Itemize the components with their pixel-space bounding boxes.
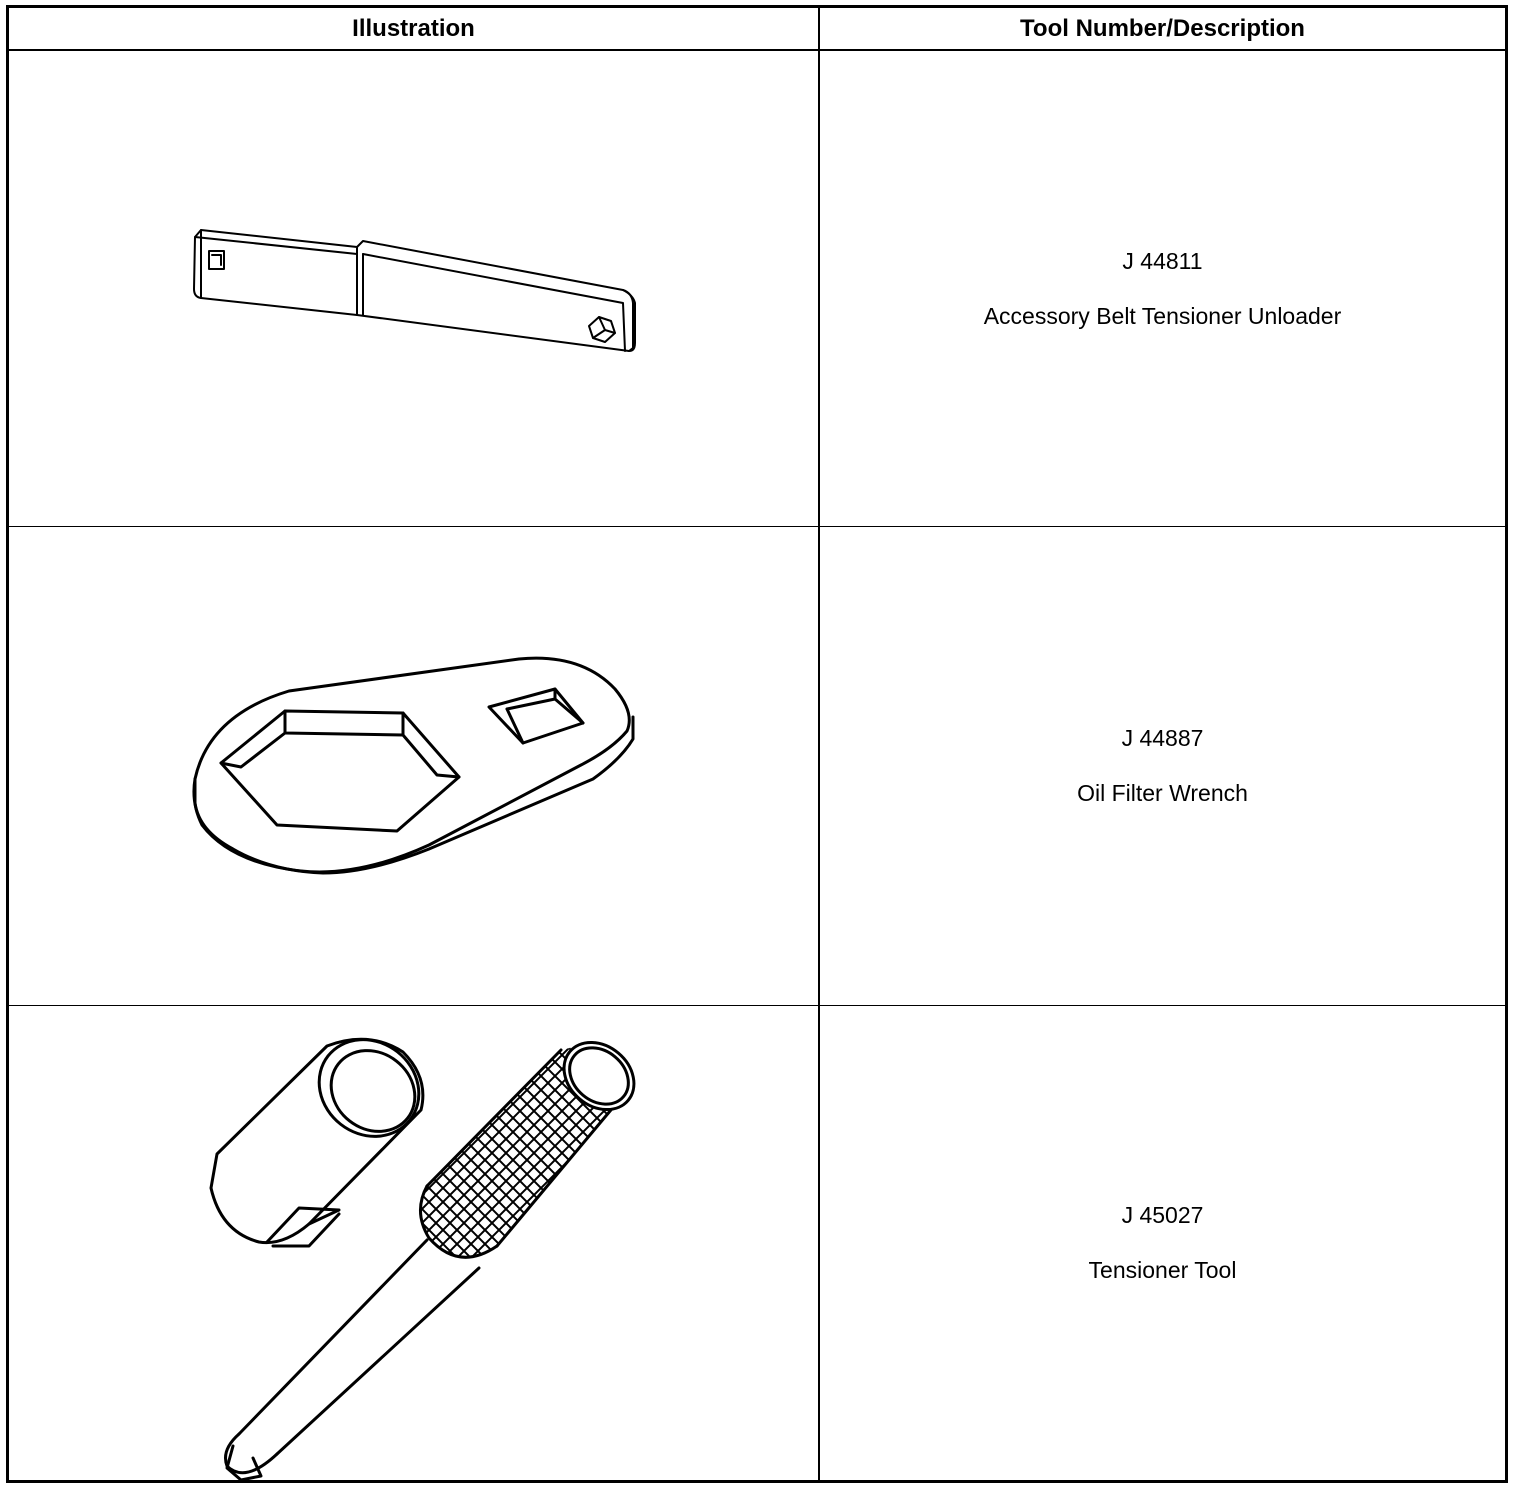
tool-number: J 44887 <box>1121 725 1204 751</box>
tool-number: J 44811 <box>1122 247 1203 274</box>
table-row <box>9 526 1505 1005</box>
tensioner-unloader-icon <box>9 51 818 526</box>
illustration-cell <box>9 51 818 526</box>
header-illustration: Illustration <box>352 15 475 42</box>
oil-filter-wrench-icon <box>9 527 818 1006</box>
table-row <box>9 1005 1505 1480</box>
tensioner-tool-icon <box>9 1006 818 1481</box>
illustration-cell <box>9 527 818 1005</box>
tool-description: Tensioner Tool <box>1088 1257 1237 1283</box>
description-cell <box>820 527 1505 1005</box>
tool-number: J 45027 <box>1121 1202 1204 1228</box>
tool-table <box>6 5 1508 1483</box>
tool-description: Oil Filter Wrench <box>1077 780 1248 806</box>
description-cell <box>820 1006 1505 1480</box>
description-cell <box>820 51 1505 526</box>
table-header-row <box>9 8 1505 51</box>
illustration-cell <box>9 1006 818 1480</box>
tool-description: Accessory Belt Tensioner Unloader <box>983 302 1342 329</box>
table-row <box>9 51 1505 526</box>
header-tool-number-description: Tool Number/Description <box>1020 15 1305 42</box>
